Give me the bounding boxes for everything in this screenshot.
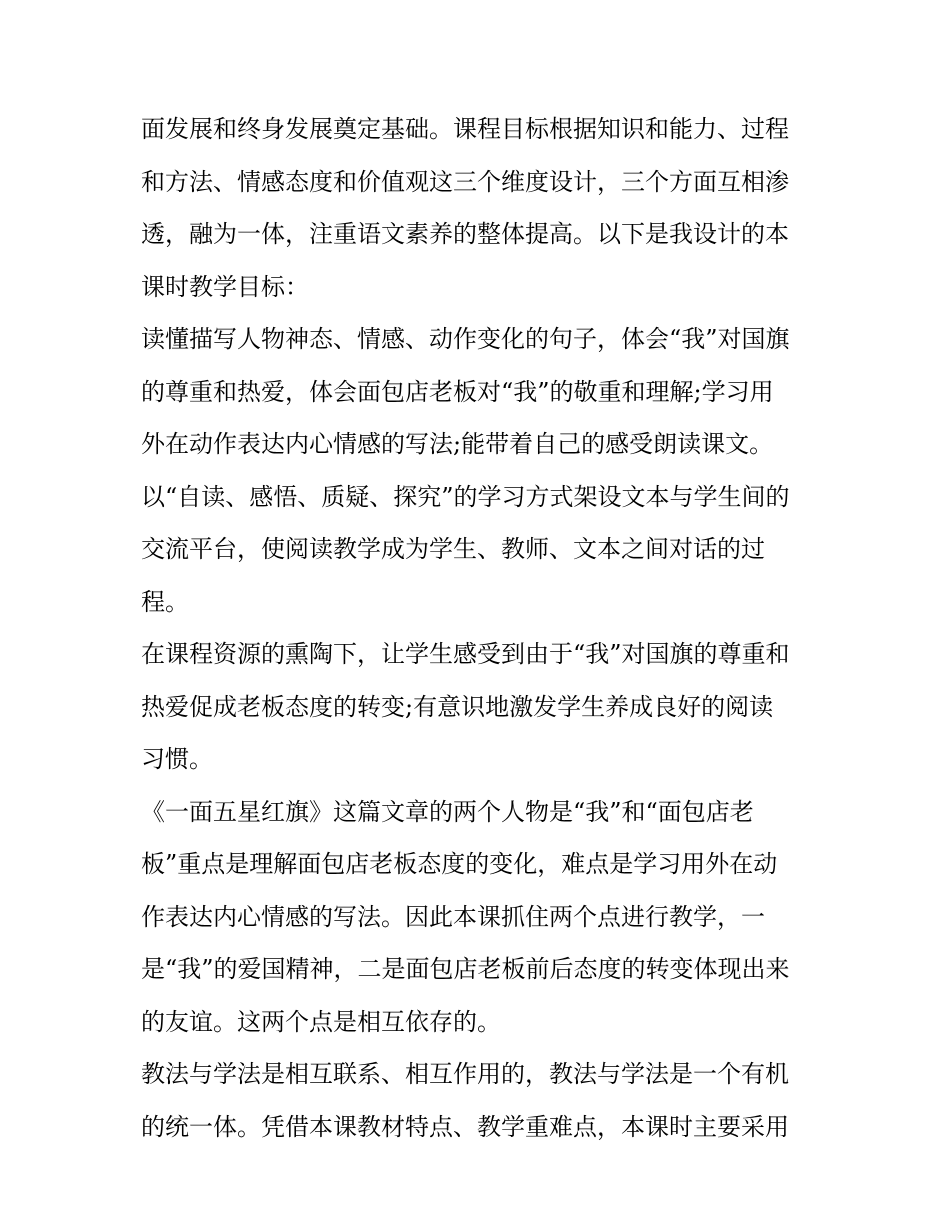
text-line: 以“自读、感悟、质疑、探究”的学习方式架设文本与学生间的 <box>141 482 790 511</box>
text-line: 《一面五星红旗》这篇文章的两个人物是“我”和“面包店老 <box>141 797 754 826</box>
text-line: 的尊重和热爱，体会面包店老板对“我”的敬重和理解;学习用 <box>141 377 774 406</box>
text-line: 课时教学目标： <box>141 272 309 301</box>
text-line: 热爱促成老板态度的转变;有意识地激发学生养成良好的阅读 <box>141 692 774 721</box>
text-line: 教法与学法是相互联系、相互作用的，教法与学法是一个有机 <box>141 1060 789 1088</box>
paragraph-objective-process <box>141 471 821 629</box>
text-line: 作表达内心情感的写法。因此本课抓住两个点进行教学，一 <box>141 902 765 931</box>
paragraph-course-goals <box>141 103 821 313</box>
text-line: 外在动作表达内心情感的写法;能带着自己的感受朗读课文。 <box>141 430 774 458</box>
text-line: 习惯。 <box>141 745 213 773</box>
text-line: 程。 <box>141 587 189 616</box>
text-line: 的友谊。这两个点是相互依存的。 <box>141 1007 501 1036</box>
text-line: 交流平台，使阅读教学成为学生、教师、文本之间对话的过 <box>141 535 765 563</box>
text-line: 和方法、情感态度和价值观这三个维度设计，三个方面互相渗 <box>141 167 789 196</box>
text-line: 透，融为一体，注重语文素养的整体提高。以下是我设计的本 <box>141 220 789 248</box>
text-line: 的统一体。凭借本课教材特点、教学重难点，本课时主要采用 <box>141 1112 789 1141</box>
paragraph-objective-knowledge <box>141 313 821 471</box>
text-line: 是“我”的爱国精神，二是面包店老板前后态度的转变体现出来 <box>141 955 790 983</box>
paragraph-key-difficulties <box>141 786 821 1049</box>
document-body <box>141 103 821 1153</box>
text-line: 读懂描写人物神态、情感、动作变化的句子，体会“我”对国旗 <box>141 325 790 353</box>
text-line: 在课程资源的熏陶下，让学生感受到由于“我”对国旗的尊重和 <box>141 640 790 668</box>
paragraph-teaching-methods <box>141 1048 821 1153</box>
text-line: 板”重点是理解面包店老板态度的变化，难点是学习用外在动 <box>141 850 778 878</box>
paragraph-objective-emotion <box>141 628 821 786</box>
text-line: 面发展和终身发展奠定基础。课程目标根据知识和能力、过程 <box>141 115 789 143</box>
